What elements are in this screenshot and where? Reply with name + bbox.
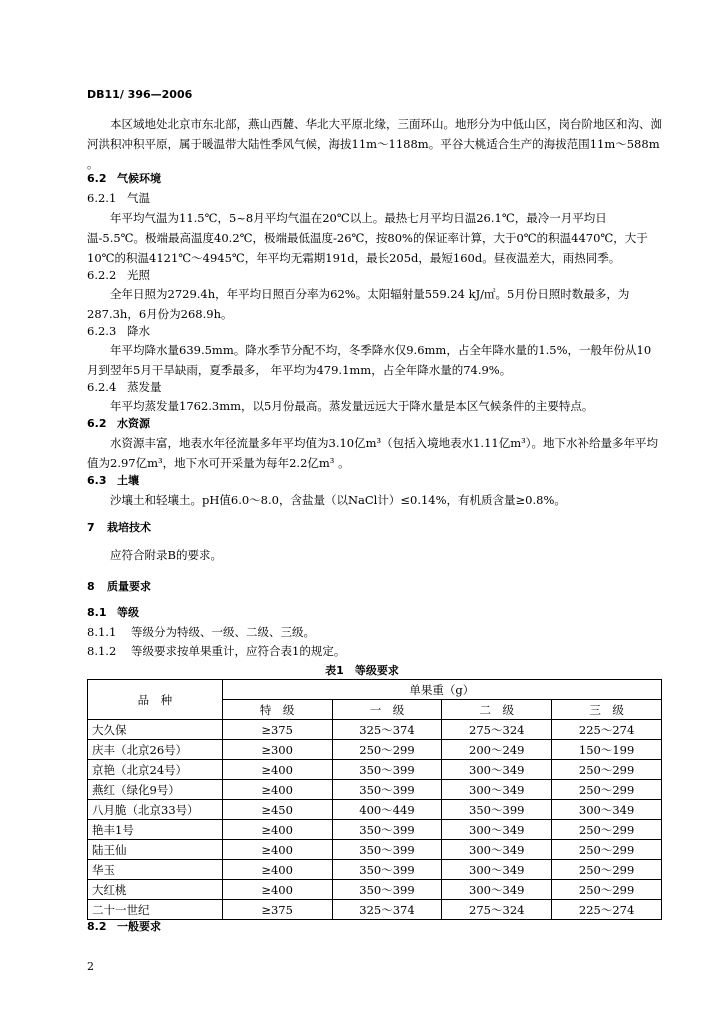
weight-cell: 250～299: [552, 820, 662, 840]
section-8-heading: 8 质量要求: [87, 580, 151, 593]
standard-header: DB11/ 396—2006: [87, 88, 193, 101]
table-row: [88, 800, 662, 820]
weight-cell: 275～324: [442, 900, 552, 920]
section-8-1-heading: 8.1 等级: [87, 606, 139, 619]
weight-cell: ≥400: [222, 780, 332, 800]
temperature-paragraph: 年平均气温为11.5℃，5~8月平均气温在20℃以上。最热七月平均日温26.1℃，最冷一月平均日温-5.5℃。极端最高温度40.2℃，极端最低温度-26℃，按80%的保证率计算，大于0℃的积温4470℃，大于10℃的积温4121℃～4945℃，年平均无霜期191d，最长205d，最短160d。昼夜温差大，雨热同季。: [87, 211, 648, 265]
variety-cell: 艳丰1号: [88, 820, 223, 840]
weight-cell: 250～299: [552, 860, 662, 880]
section-6-2-4-heading: 6.2.4 蒸发量: [87, 380, 162, 394]
weight-cell: 300～349: [442, 860, 552, 880]
section-6-2-heading: 6.2 气候环境: [87, 172, 161, 185]
weight-cell: 250～299: [552, 760, 662, 780]
weight-cell: 225～274: [552, 720, 662, 740]
soil-paragraph: 沙壤土和轻壤土。pH值6.0～8.0，含盐量（以NaCl计）≤0.14%，有机质含量≥0.8%。: [110, 493, 566, 507]
table-row: [88, 860, 662, 880]
weight-cell: 250～299: [552, 880, 662, 900]
section-6-2-3-heading: 6.2.3 降水: [87, 324, 150, 338]
weight-cell: ≥300: [222, 740, 332, 760]
table-row: [88, 840, 662, 860]
section-6-3-heading: 6.3 土壤: [87, 474, 139, 487]
weight-cell: 350～399: [332, 840, 442, 860]
weight-cell: ≥400: [222, 860, 332, 880]
variety-column-header: 品 种: [88, 680, 223, 720]
variety-cell: 大久保: [88, 720, 223, 740]
weight-cell: ≥375: [222, 900, 332, 920]
variety-cell: 庆丰（北京26号）: [88, 740, 223, 760]
table-row: [88, 720, 662, 740]
weight-cell: 325～374: [332, 720, 442, 740]
weight-cell: ≥375: [222, 720, 332, 740]
weight-cell: 300～349: [552, 800, 662, 820]
section-water-heading: 6.2 水资源: [87, 417, 150, 430]
table-caption: 表1 等级要求: [325, 664, 399, 677]
variety-cell: 陆王仙: [88, 840, 223, 860]
weight-cell: ≥400: [222, 820, 332, 840]
weight-cell: 225～274: [552, 900, 662, 920]
weight-cell: 300～349: [442, 780, 552, 800]
variety-cell: 八月脆（北京33号）: [88, 800, 223, 820]
weight-cell: 300～349: [442, 760, 552, 780]
section-8-2-heading: 8.2 一般要求: [87, 920, 161, 933]
weight-cell: 300～349: [442, 820, 552, 840]
section-6-2-2-heading: 6.2.2 光照: [87, 268, 150, 282]
grade-header: 三 级: [552, 700, 662, 720]
section-7-heading: 7 栽培技术: [87, 521, 151, 534]
variety-cell: 二十一世纪: [88, 900, 223, 920]
variety-cell: 燕红（绿化9号）: [88, 780, 223, 800]
precipitation-paragraph: 年平均降水量639.5mm。降水季节分配不均，冬季降水仅9.6mm，占全年降水量的1.5%，一般年份从10月到翌年5月干旱缺雨，夏季最多， 年平均为479.1mm，占全年降水量的74.9%。: [87, 343, 652, 377]
page-number: 2: [87, 960, 94, 973]
weight-cell: 325～374: [332, 900, 442, 920]
weight-cell: 350～399: [332, 780, 442, 800]
weight-cell: 250～299: [552, 840, 662, 860]
weight-cell: 400～449: [332, 800, 442, 820]
weight-cell: 350～399: [442, 800, 552, 820]
weight-cell: ≥400: [222, 880, 332, 900]
water-paragraph: 水资源丰富，地表水年径流量多年平均值为3.10亿m³（包括入境地表水1.11亿m³）。地下水补给量多年平均值为2.97亿m³，地下水可开采量为每年2.2亿m³ 。: [87, 436, 658, 470]
weight-cell: 350～399: [332, 820, 442, 840]
weight-cell: 300～349: [442, 840, 552, 860]
table-row: [88, 740, 662, 760]
table-row: [88, 760, 662, 780]
table-row: [88, 820, 662, 840]
weight-cell: 200～249: [442, 740, 552, 760]
variety-cell: 大红桃: [88, 880, 223, 900]
grade-header: 特 级: [222, 700, 332, 720]
grade-header: 二 级: [442, 700, 552, 720]
grade-table: [87, 679, 662, 920]
weight-cell: 350～399: [332, 760, 442, 780]
weight-cell: 300～349: [442, 880, 552, 900]
sunlight-paragraph: 全年日照为2729.4h，年平均日照百分率为62%。太阳辐射量559.24 kJ/㎡。5月份日照时数最多，为287.3h，6月份为268.9h。: [87, 287, 630, 321]
section-8-1-1-clause: 8.1.1 等级分为特级、一级、二级、三级。: [87, 625, 315, 639]
evaporation-paragraph: 年平均蒸发量1762.3mm，以5月份最高。蒸发量远远大于降水量是本区气候条件的主要特点。: [110, 399, 594, 413]
weight-cell: 350～399: [332, 880, 442, 900]
section-6-2-1-heading: 6.2.1 气温: [87, 191, 150, 205]
cultivation-paragraph: 应符合附录B的要求。: [110, 548, 222, 562]
table-row: [88, 780, 662, 800]
fruit-weight-header: 单果重（g）: [222, 680, 661, 700]
weight-cell: ≥400: [222, 840, 332, 860]
weight-cell: 250～299: [332, 740, 442, 760]
variety-cell: 华玉: [88, 860, 223, 880]
table-row: [88, 880, 662, 900]
weight-cell: 275～324: [442, 720, 552, 740]
weight-cell: 250～299: [552, 780, 662, 800]
weight-cell: 350～399: [332, 860, 442, 880]
section-8-1-2-clause: 8.1.2 等级要求按单果重计，应符合表1的规定。: [87, 644, 346, 658]
grade-table-body: [88, 720, 662, 920]
weight-cell: ≥450: [222, 800, 332, 820]
table-row: [88, 900, 662, 920]
weight-cell: 150～199: [552, 740, 662, 760]
grade-header: 一 级: [332, 700, 442, 720]
intro-paragraph: 本区域地处北京市东北部，燕山西麓、华北大平原北缘，三面环山。地形分为中低山区，岗台阶地区和沟、洳河洪积冲积平原，属于暖温带大陆性季风气候，海拔11m～1188m。平谷大桃适合生产的海拔范围11m～588m 。: [87, 117, 662, 171]
weight-cell: ≥400: [222, 760, 332, 780]
variety-cell: 京艳（北京24号）: [88, 760, 223, 780]
